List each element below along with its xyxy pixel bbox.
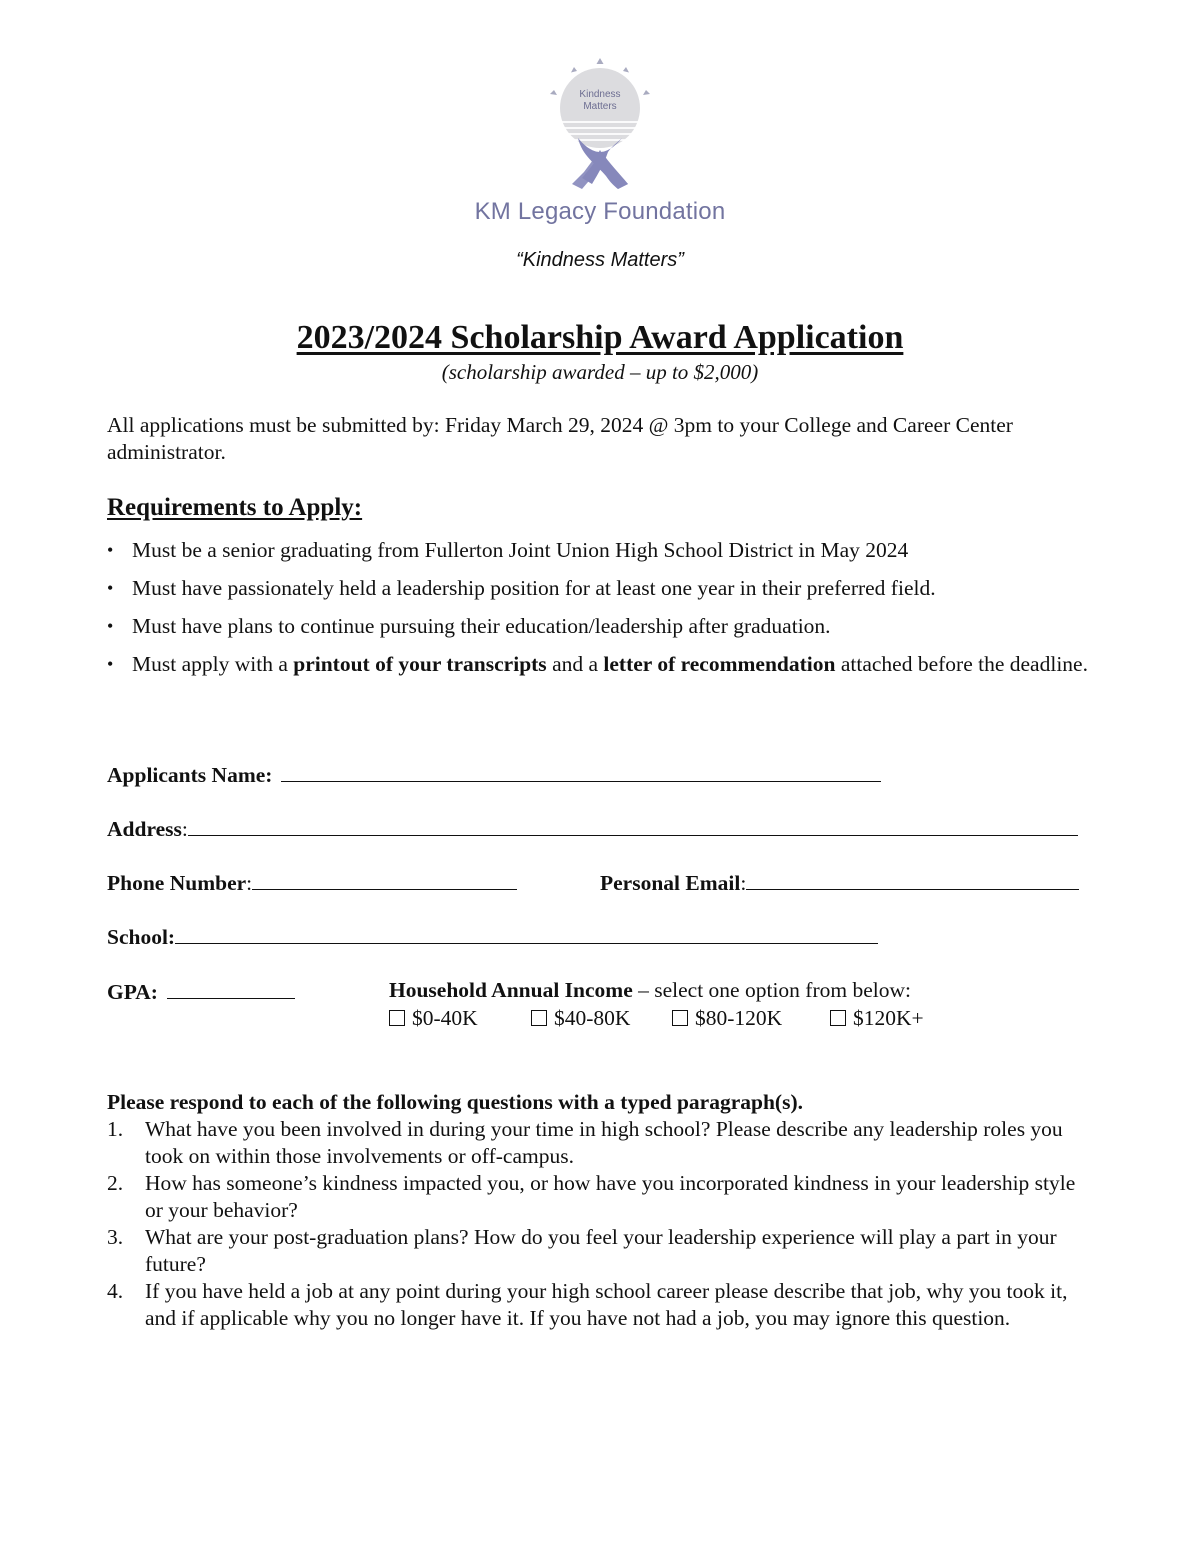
applicant-name-field[interactable] [281, 761, 881, 782]
tagline: “Kindness Matters” [516, 249, 684, 271]
phone-row [107, 869, 517, 896]
school-label: School: [107, 925, 176, 949]
question-item [107, 1278, 1092, 1332]
gpa-label: GPA: [107, 980, 158, 1004]
phone-label: Phone Number [107, 871, 247, 895]
bullet-icon: • [107, 654, 114, 674]
school-row [107, 923, 878, 950]
requirement-text: Must be a senior graduating from Fullerton Joint Union High School District in May 2024 [132, 538, 909, 562]
requirement-item [107, 613, 1107, 640]
applicant-name-row [107, 761, 881, 788]
question-number: 4. [107, 1279, 124, 1303]
income-instruction: – select one option from below: [632, 978, 911, 1002]
address-colon: : [181, 817, 188, 841]
deadline-text: All applications must be submitted by: Friday March 29, 2024 @ 3pm to your College and Career Center administrator. [107, 413, 1013, 464]
income-option-label: $40-80K [554, 1006, 631, 1030]
bullet-icon: • [107, 616, 114, 636]
bullet-icon: • [107, 540, 114, 560]
question-text: What have you been involved in during your time in high school? Please describe any leadership roles you took on within those involvements or off-campus. [145, 1117, 1063, 1168]
kindness-matters-logo [548, 56, 652, 190]
income-option[interactable] [672, 1006, 830, 1031]
income-option-label: $80-120K [695, 1006, 783, 1030]
questions-list [107, 1116, 1092, 1332]
address-field[interactable] [188, 815, 1078, 836]
logo-text-line1: Kindness [579, 89, 621, 100]
checkbox-icon[interactable] [389, 1010, 405, 1026]
question-text: What are your post-graduation plans? How do you feel your leadership experience will play a part in your future? [145, 1225, 1057, 1276]
question-number: 2. [107, 1171, 124, 1195]
requirement-text-mid: and a [546, 652, 604, 676]
requirements-heading: Requirements to Apply: [107, 494, 363, 521]
logo-text-line2: Matters [583, 101, 617, 112]
requirement-item [107, 651, 1107, 678]
question-number: 3. [107, 1225, 124, 1249]
requirement-item [107, 537, 1107, 564]
income-row [389, 978, 911, 1003]
email-colon: : [740, 871, 747, 895]
requirement-text: Must have plans to continue pursuing their education/leadership after graduation. [132, 614, 831, 638]
question-text: How has someone’s kindness impacted you, or how have you incorporated kindness in your leadership style or your behavior? [145, 1171, 1076, 1222]
income-label: Household Annual Income [389, 978, 633, 1002]
bullet-icon: • [107, 578, 114, 598]
question-item [107, 1170, 1092, 1224]
question-text: If you have held a job at any point during your high school career please describe that job, why you took it, and if applicable why you no longer have it. If you have not had a job, you may ignore this question. [145, 1279, 1068, 1330]
form-title: 2023/2024 Scholarship Award Application [296, 319, 904, 356]
requirement-transcripts: printout of your transcripts [293, 652, 547, 676]
requirement-text-pre: Must apply with a [132, 652, 294, 676]
income-option-label: $120K+ [853, 1006, 924, 1030]
question-item [107, 1224, 1092, 1278]
email-field[interactable] [746, 869, 1079, 890]
questions-heading: Please respond to each of the following questions with a typed paragraph(s). [107, 1090, 803, 1114]
income-option[interactable] [531, 1006, 672, 1031]
income-options [389, 1006, 924, 1031]
email-label: Personal Email [600, 871, 741, 895]
requirement-text-post: attached before the deadline. [835, 652, 1088, 676]
income-option[interactable] [389, 1006, 531, 1031]
gpa-row [107, 978, 295, 1005]
email-row [600, 869, 1079, 896]
phone-colon: : [246, 871, 253, 895]
checkbox-icon[interactable] [830, 1010, 846, 1026]
income-option-label: $0-40K [412, 1006, 478, 1030]
question-item [107, 1116, 1092, 1170]
organization-name: KM Legacy Foundation [474, 198, 726, 225]
requirement-item [107, 575, 1107, 602]
gpa-field[interactable] [167, 978, 295, 999]
school-field[interactable] [175, 923, 878, 944]
phone-field[interactable] [252, 869, 517, 890]
question-number: 1. [107, 1117, 124, 1141]
checkbox-icon[interactable] [672, 1010, 688, 1026]
form-subtitle: (scholarship awarded – up to $2,000) [441, 360, 759, 384]
address-label: Address [107, 817, 182, 841]
requirement-recommendation: letter of recommendation [603, 652, 836, 676]
checkbox-icon[interactable] [531, 1010, 547, 1026]
income-option[interactable] [830, 1006, 924, 1031]
requirement-text: Must have passionately held a leadership position for at least one year in their preferred field. [132, 576, 936, 600]
address-row [107, 815, 1078, 842]
applicant-name-label: Applicants Name: [107, 763, 273, 787]
requirements-list [107, 537, 1107, 689]
